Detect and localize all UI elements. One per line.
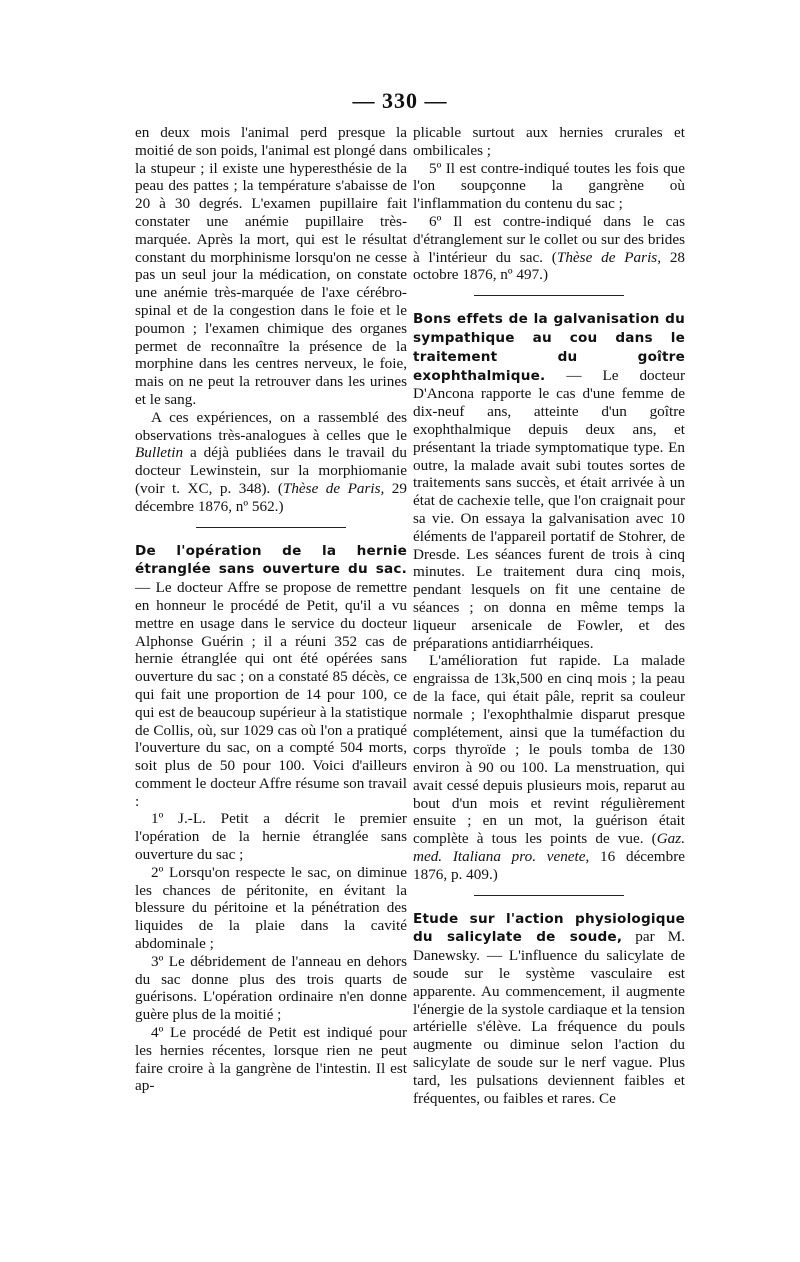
citation-source: Thèse de Paris, — [556, 248, 661, 266]
section-title: De l'opération de la hernie étranglée sans ouverture du sac. — [135, 542, 407, 578]
page-number: — 330 — — [352, 88, 448, 113]
section-divider — [474, 295, 624, 296]
citation-source: Thèse de Paris, — [282, 479, 385, 497]
right-column — [413, 124, 685, 1107]
paragraph: L'amélioration fut rapide. La malade engraissa de 13k,500 en cinq mois ; la peau de la face, qui était pâle, reprit sa couleur normale ; l'exophthalmie disparut presque complétement, ainsi que la tuméfaction du corps thyroïde ; le pouls tomba de 130 environ à 90 ou 100. La menstruation, qui avait cessé depuis plusieurs mois, reparut au bout d'un mois et revint régulièrement ensuite ; en un mot, la guérison était complète à tous les points de vue. (Gaz. med. Italiana pro. venete, 16 décembre 1876, p. 409.) — [413, 652, 685, 883]
left-column — [135, 124, 407, 1095]
section-divider — [196, 527, 346, 528]
list-item: 1º J.-L. Petit a décrit le premier l'opération de la hernie étranglée sans ouverture du sac ; — [135, 810, 407, 864]
section-title: Bons effets de la galvanisation du sympathique au cou dans le traitement du goître exophthalmique. — [413, 311, 685, 384]
list-item: 4º Le procédé de Petit est indiqué pour les hernies récentes, lorsque rien ne peut faire croire à la gangrène de l'intestin. Il est ap- — [135, 1024, 407, 1095]
paragraph: A ces expériences, on a rassemblé des observations très-analogues à celles que le Bulletin a déjà publiées dans le travail du docteur Lewinstein, sur la morphiomanie (voir t. XC, p. 348). (Thèse de Paris, 29 décembre 1876, nº 562.) — [135, 408, 407, 515]
paragraph: en deux mois l'animal perd presque la moitié de son poids, l'animal est plongé dans la stupeur ; il existe une hyperesthésie de la peau des pattes ; la température s'abaisse de 20 à 30 degrés. L'examen pupillaire fait constater une anémie pupillaire très-marquée. Après la mort, qui est le résultat constant du morphinisme lorsqu'on ne cesse pas un seul jour la médication, on constate une anémie très-marquée de l'axe cérébro-spinal et de la congestion dans le foie et le poumon ; l'examen chimique des organes permet de reconnaître la présence de la morphine dans les centres nerveux, le foie, mais on ne peut la retrouver dans les urines et le sang. — [135, 124, 407, 408]
section-title: Etude sur l'action physiologique du salicylate de soude, — [413, 910, 685, 946]
bulletin-title: Bulletin — [135, 444, 184, 462]
list-item: 5º Il est contre-indiqué toutes les fois que l'on soupçonne la gangrène où l'inflammation du contenu du sac ; — [413, 159, 685, 213]
list-item: 3º Le débridement de l'anneau en dehors du sac donne plus des trois quarts de guérisons. L'opération ordinaire n'en donne guère plus de la moitié ; — [135, 952, 407, 1024]
citation-source: Gaz. med. Italiana pro. venete, — [413, 830, 685, 866]
section-paragraph: Etude sur l'action physiologique du salicylate de soude, par M. Danewsky. — L'influence du salicylate de soude sur le système vasculaire est apparente. Au commencement, il augmente l'énergie de la systole cardiaque et la tension artérielle s'élève. La fréquence du pouls augmente ou diminue selon l'action du salicylate de soude sur le nerf vague. Plus tard, les pulsations deviennent faibles et fréquentes, ou faibles et rares. Ce — [413, 910, 685, 1107]
section-divider — [474, 895, 624, 896]
paragraph: plicable surtout aux hernies crurales et ombilicales ; — [413, 124, 685, 159]
list-item: 2º Lorsqu'on respecte le sac, on diminue les chances de péritonite, en évitant la blessure du péritoine et la pénétration des liquides de la plaie dans la cavité abdominale ; — [135, 863, 407, 953]
list-item: 6º Il est contre-indiqué dans le cas d'étranglement sur le collet ou sur des brides à l'intérieur du sac. (Thèse de Paris, 28 octobre 1876, nº 497.) — [413, 212, 686, 284]
section-paragraph: Bons effets de la galvanisation du sympathique au cou dans le traitement du goître exophthalmique. — Le docteur D'Ancona rapporte le cas d'une femme de dix-neuf ans, atteinte d'un goître exophthalmique depuis deux ans, et présentant la triade symptomatique type. En outre, la malade avait subi toutes sortes de traitements sans succès, et était arrivée à un état de cachexie telle, que l'on craignait pour sa vie. On essaya la galvanisation avec 10 éléments de l'appareil portatif de Stohrer, de Dresde. Les séances furent de trois à cinq minutes. Le traitement dura cinq mois, pendant lesquels on fit une centaine de séances ; on donna en même temps la liqueur arsenicale de Fowler, et des préparations antidiarrhéiques. — [413, 311, 685, 652]
section-paragraph: De l'opération de la hernie étranglée sans ouverture du sac. — Le docteur Affre se propose de remettre en honneur le procédé de Petit, qu'il a vu mettre en usage dans le service du docteur Alphonse Guérin ; il a réuni 352 cas de hernie étranglée qui ont été opérées sans ouverture du sac ; on a constaté 85 décès, ce qui fait une proportion de 14 pour 100, ce qui est de beaucoup supérieur à la statistique de Collis, où, sur 1029 cas où l'on a pratiqué l'ouverture du sac, on a compté 504 morts, soit plus de 50 pour 100. Voici d'ailleurs comment le docteur Affre résume son travail : — [135, 542, 407, 810]
